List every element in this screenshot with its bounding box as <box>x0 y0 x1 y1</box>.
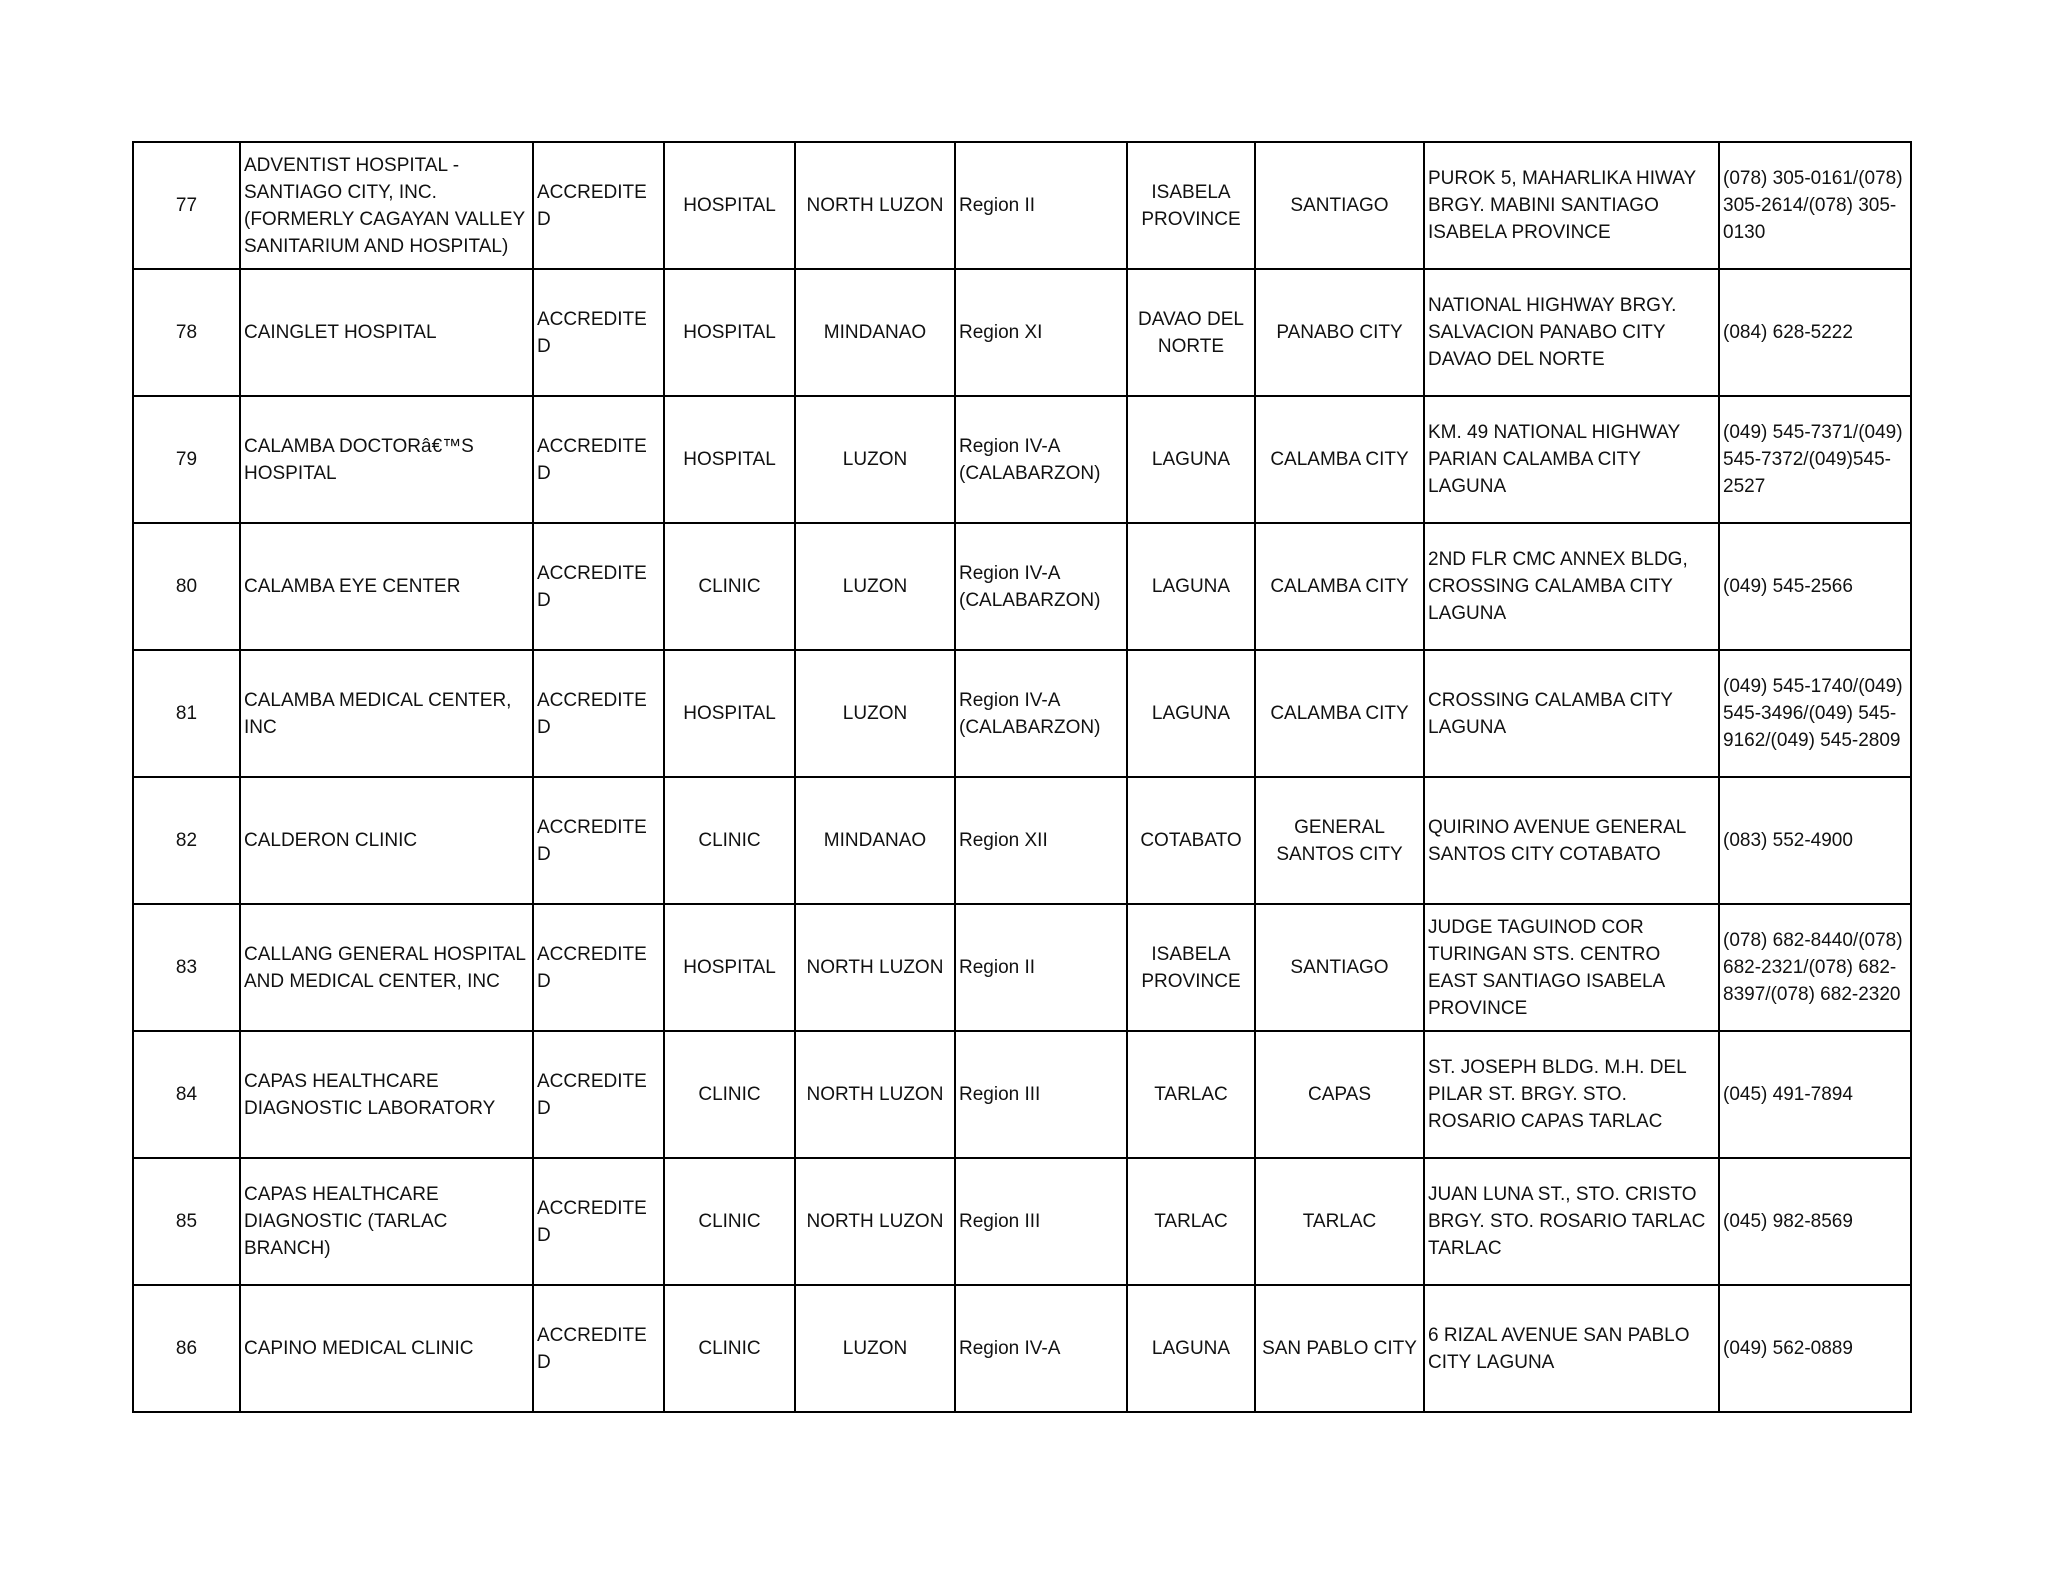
cell-area: NORTH LUZON <box>795 142 955 269</box>
cell-type: HOSPITAL <box>664 396 795 523</box>
cell-status: ACCREDITED <box>533 1158 664 1285</box>
cell-region: Region IV-A <box>955 1285 1127 1412</box>
cell-address: ST. JOSEPH BLDG. M.H. DEL PILAR ST. BRGY. STO. ROSARIO CAPAS TARLAC <box>1424 1031 1719 1158</box>
cell-type: HOSPITAL <box>664 650 795 777</box>
cell-area: LUZON <box>795 1285 955 1412</box>
cell-city: CALAMBA CITY <box>1255 396 1424 523</box>
cell-status: ACCREDITED <box>533 650 664 777</box>
cell-status: ACCREDITED <box>533 904 664 1031</box>
cell-province: LAGUNA <box>1127 523 1255 650</box>
cell-number: 77 <box>133 142 240 269</box>
cell-address: PUROK 5, MAHARLIKA HIWAY BRGY. MABINI SANTIAGO ISABELA PROVINCE <box>1424 142 1719 269</box>
cell-type: CLINIC <box>664 1031 795 1158</box>
cell-type: CLINIC <box>664 523 795 650</box>
cell-number: 86 <box>133 1285 240 1412</box>
cell-number: 79 <box>133 396 240 523</box>
cell-region: Region III <box>955 1031 1127 1158</box>
cell-region: Region XI <box>955 269 1127 396</box>
cell-region: Region II <box>955 904 1127 1031</box>
cell-area: NORTH LUZON <box>795 904 955 1031</box>
cell-address: KM. 49 NATIONAL HIGHWAY PARIAN CALAMBA CITY LAGUNA <box>1424 396 1719 523</box>
table-row <box>133 650 1911 777</box>
cell-address: JUDGE TAGUINOD COR TURINGAN STS. CENTRO EAST SANTIAGO ISABELA PROVINCE <box>1424 904 1719 1031</box>
cell-number: 84 <box>133 1031 240 1158</box>
cell-city: CALAMBA CITY <box>1255 650 1424 777</box>
cell-area: NORTH LUZON <box>795 1158 955 1285</box>
table-row <box>133 1031 1911 1158</box>
table-row <box>133 269 1911 396</box>
facility-table <box>132 141 1912 1413</box>
cell-phone: (045) 982-8569 <box>1719 1158 1911 1285</box>
table-row <box>133 142 1911 269</box>
cell-area: NORTH LUZON <box>795 1031 955 1158</box>
cell-address: 6 RIZAL AVENUE SAN PABLO CITY LAGUNA <box>1424 1285 1719 1412</box>
cell-region: Region III <box>955 1158 1127 1285</box>
cell-facility-name: CAPAS HEALTHCARE DIAGNOSTIC (TARLAC BRANCH) <box>240 1158 533 1285</box>
cell-number: 85 <box>133 1158 240 1285</box>
table-row <box>133 396 1911 523</box>
cell-facility-name: CAPAS HEALTHCARE DIAGNOSTIC LABORATORY <box>240 1031 533 1158</box>
cell-type: HOSPITAL <box>664 142 795 269</box>
cell-city: SANTIAGO <box>1255 142 1424 269</box>
cell-facility-name: ADVENTIST HOSPITAL - SANTIAGO CITY, INC. (FORMERLY CAGAYAN VALLEY SANITARIUM AND HOSPITAL) <box>240 142 533 269</box>
table-row <box>133 1285 1911 1412</box>
cell-phone: (078) 305-0161/(078) 305-2614/(078) 305-0130 <box>1719 142 1911 269</box>
cell-number: 81 <box>133 650 240 777</box>
cell-province: ISABELA PROVINCE <box>1127 904 1255 1031</box>
cell-region: Region IV-A (CALABARZON) <box>955 396 1127 523</box>
cell-region: Region II <box>955 142 1127 269</box>
cell-area: LUZON <box>795 523 955 650</box>
cell-city: SANTIAGO <box>1255 904 1424 1031</box>
cell-phone: (049) 545-2566 <box>1719 523 1911 650</box>
cell-area: LUZON <box>795 650 955 777</box>
cell-city: PANABO CITY <box>1255 269 1424 396</box>
cell-province: TARLAC <box>1127 1158 1255 1285</box>
cell-area: LUZON <box>795 396 955 523</box>
cell-city: CAPAS <box>1255 1031 1424 1158</box>
table-row <box>133 523 1911 650</box>
cell-region: Region XII <box>955 777 1127 904</box>
cell-province: DAVAO DEL NORTE <box>1127 269 1255 396</box>
cell-address: QUIRINO AVENUE GENERAL SANTOS CITY COTABATO <box>1424 777 1719 904</box>
table-row <box>133 777 1911 904</box>
cell-city: GENERAL SANTOS CITY <box>1255 777 1424 904</box>
cell-phone: (078) 682-8440/(078) 682-2321/(078) 682-8397/(078) 682-2320 <box>1719 904 1911 1031</box>
cell-province: TARLAC <box>1127 1031 1255 1158</box>
cell-address: 2ND FLR CMC ANNEX BLDG, CROSSING CALAMBA CITY LAGUNA <box>1424 523 1719 650</box>
cell-number: 83 <box>133 904 240 1031</box>
cell-phone: (083) 552-4900 <box>1719 777 1911 904</box>
cell-province: LAGUNA <box>1127 1285 1255 1412</box>
table-row <box>133 1158 1911 1285</box>
cell-facility-name: CAINGLET HOSPITAL <box>240 269 533 396</box>
cell-area: MINDANAO <box>795 269 955 396</box>
cell-province: COTABATO <box>1127 777 1255 904</box>
cell-region: Region IV-A (CALABARZON) <box>955 650 1127 777</box>
cell-facility-name: CALLANG GENERAL HOSPITAL AND MEDICAL CENTER, INC <box>240 904 533 1031</box>
cell-phone: (045) 491-7894 <box>1719 1031 1911 1158</box>
cell-type: CLINIC <box>664 777 795 904</box>
cell-type: CLINIC <box>664 1158 795 1285</box>
cell-area: MINDANAO <box>795 777 955 904</box>
cell-phone: (049) 562-0889 <box>1719 1285 1911 1412</box>
cell-province: LAGUNA <box>1127 650 1255 777</box>
table-row <box>133 904 1911 1031</box>
cell-address: NATIONAL HIGHWAY BRGY. SALVACION PANABO CITY DAVAO DEL NORTE <box>1424 269 1719 396</box>
cell-status: ACCREDITED <box>533 269 664 396</box>
cell-region: Region IV-A (CALABARZON) <box>955 523 1127 650</box>
cell-city: SAN PABLO CITY <box>1255 1285 1424 1412</box>
cell-facility-name: CALAMBA EYE CENTER <box>240 523 533 650</box>
cell-phone: (049) 545-7371/(049) 545-7372/(049)545-2527 <box>1719 396 1911 523</box>
cell-phone: (049) 545-1740/(049) 545-3496/(049) 545-9162/(049) 545-2809 <box>1719 650 1911 777</box>
cell-facility-name: CAPINO MEDICAL CLINIC <box>240 1285 533 1412</box>
cell-status: ACCREDITED <box>533 523 664 650</box>
cell-status: ACCREDITED <box>533 1285 664 1412</box>
cell-number: 82 <box>133 777 240 904</box>
cell-type: HOSPITAL <box>664 269 795 396</box>
cell-address: JUAN LUNA ST., STO. CRISTO BRGY. STO. ROSARIO TARLAC TARLAC <box>1424 1158 1719 1285</box>
cell-status: ACCREDITED <box>533 1031 664 1158</box>
cell-number: 78 <box>133 269 240 396</box>
cell-type: HOSPITAL <box>664 904 795 1031</box>
cell-city: CALAMBA CITY <box>1255 523 1424 650</box>
cell-number: 80 <box>133 523 240 650</box>
cell-phone: (084) 628-5222 <box>1719 269 1911 396</box>
cell-province: LAGUNA <box>1127 396 1255 523</box>
cell-status: ACCREDITED <box>533 142 664 269</box>
cell-address: CROSSING CALAMBA CITY LAGUNA <box>1424 650 1719 777</box>
cell-city: TARLAC <box>1255 1158 1424 1285</box>
cell-facility-name: CALDERON CLINIC <box>240 777 533 904</box>
cell-type: CLINIC <box>664 1285 795 1412</box>
cell-facility-name: CALAMBA DOCTORâ€™S HOSPITAL <box>240 396 533 523</box>
cell-province: ISABELA PROVINCE <box>1127 142 1255 269</box>
cell-status: ACCREDITED <box>533 396 664 523</box>
cell-facility-name: CALAMBA MEDICAL CENTER, INC <box>240 650 533 777</box>
cell-status: ACCREDITED <box>533 777 664 904</box>
